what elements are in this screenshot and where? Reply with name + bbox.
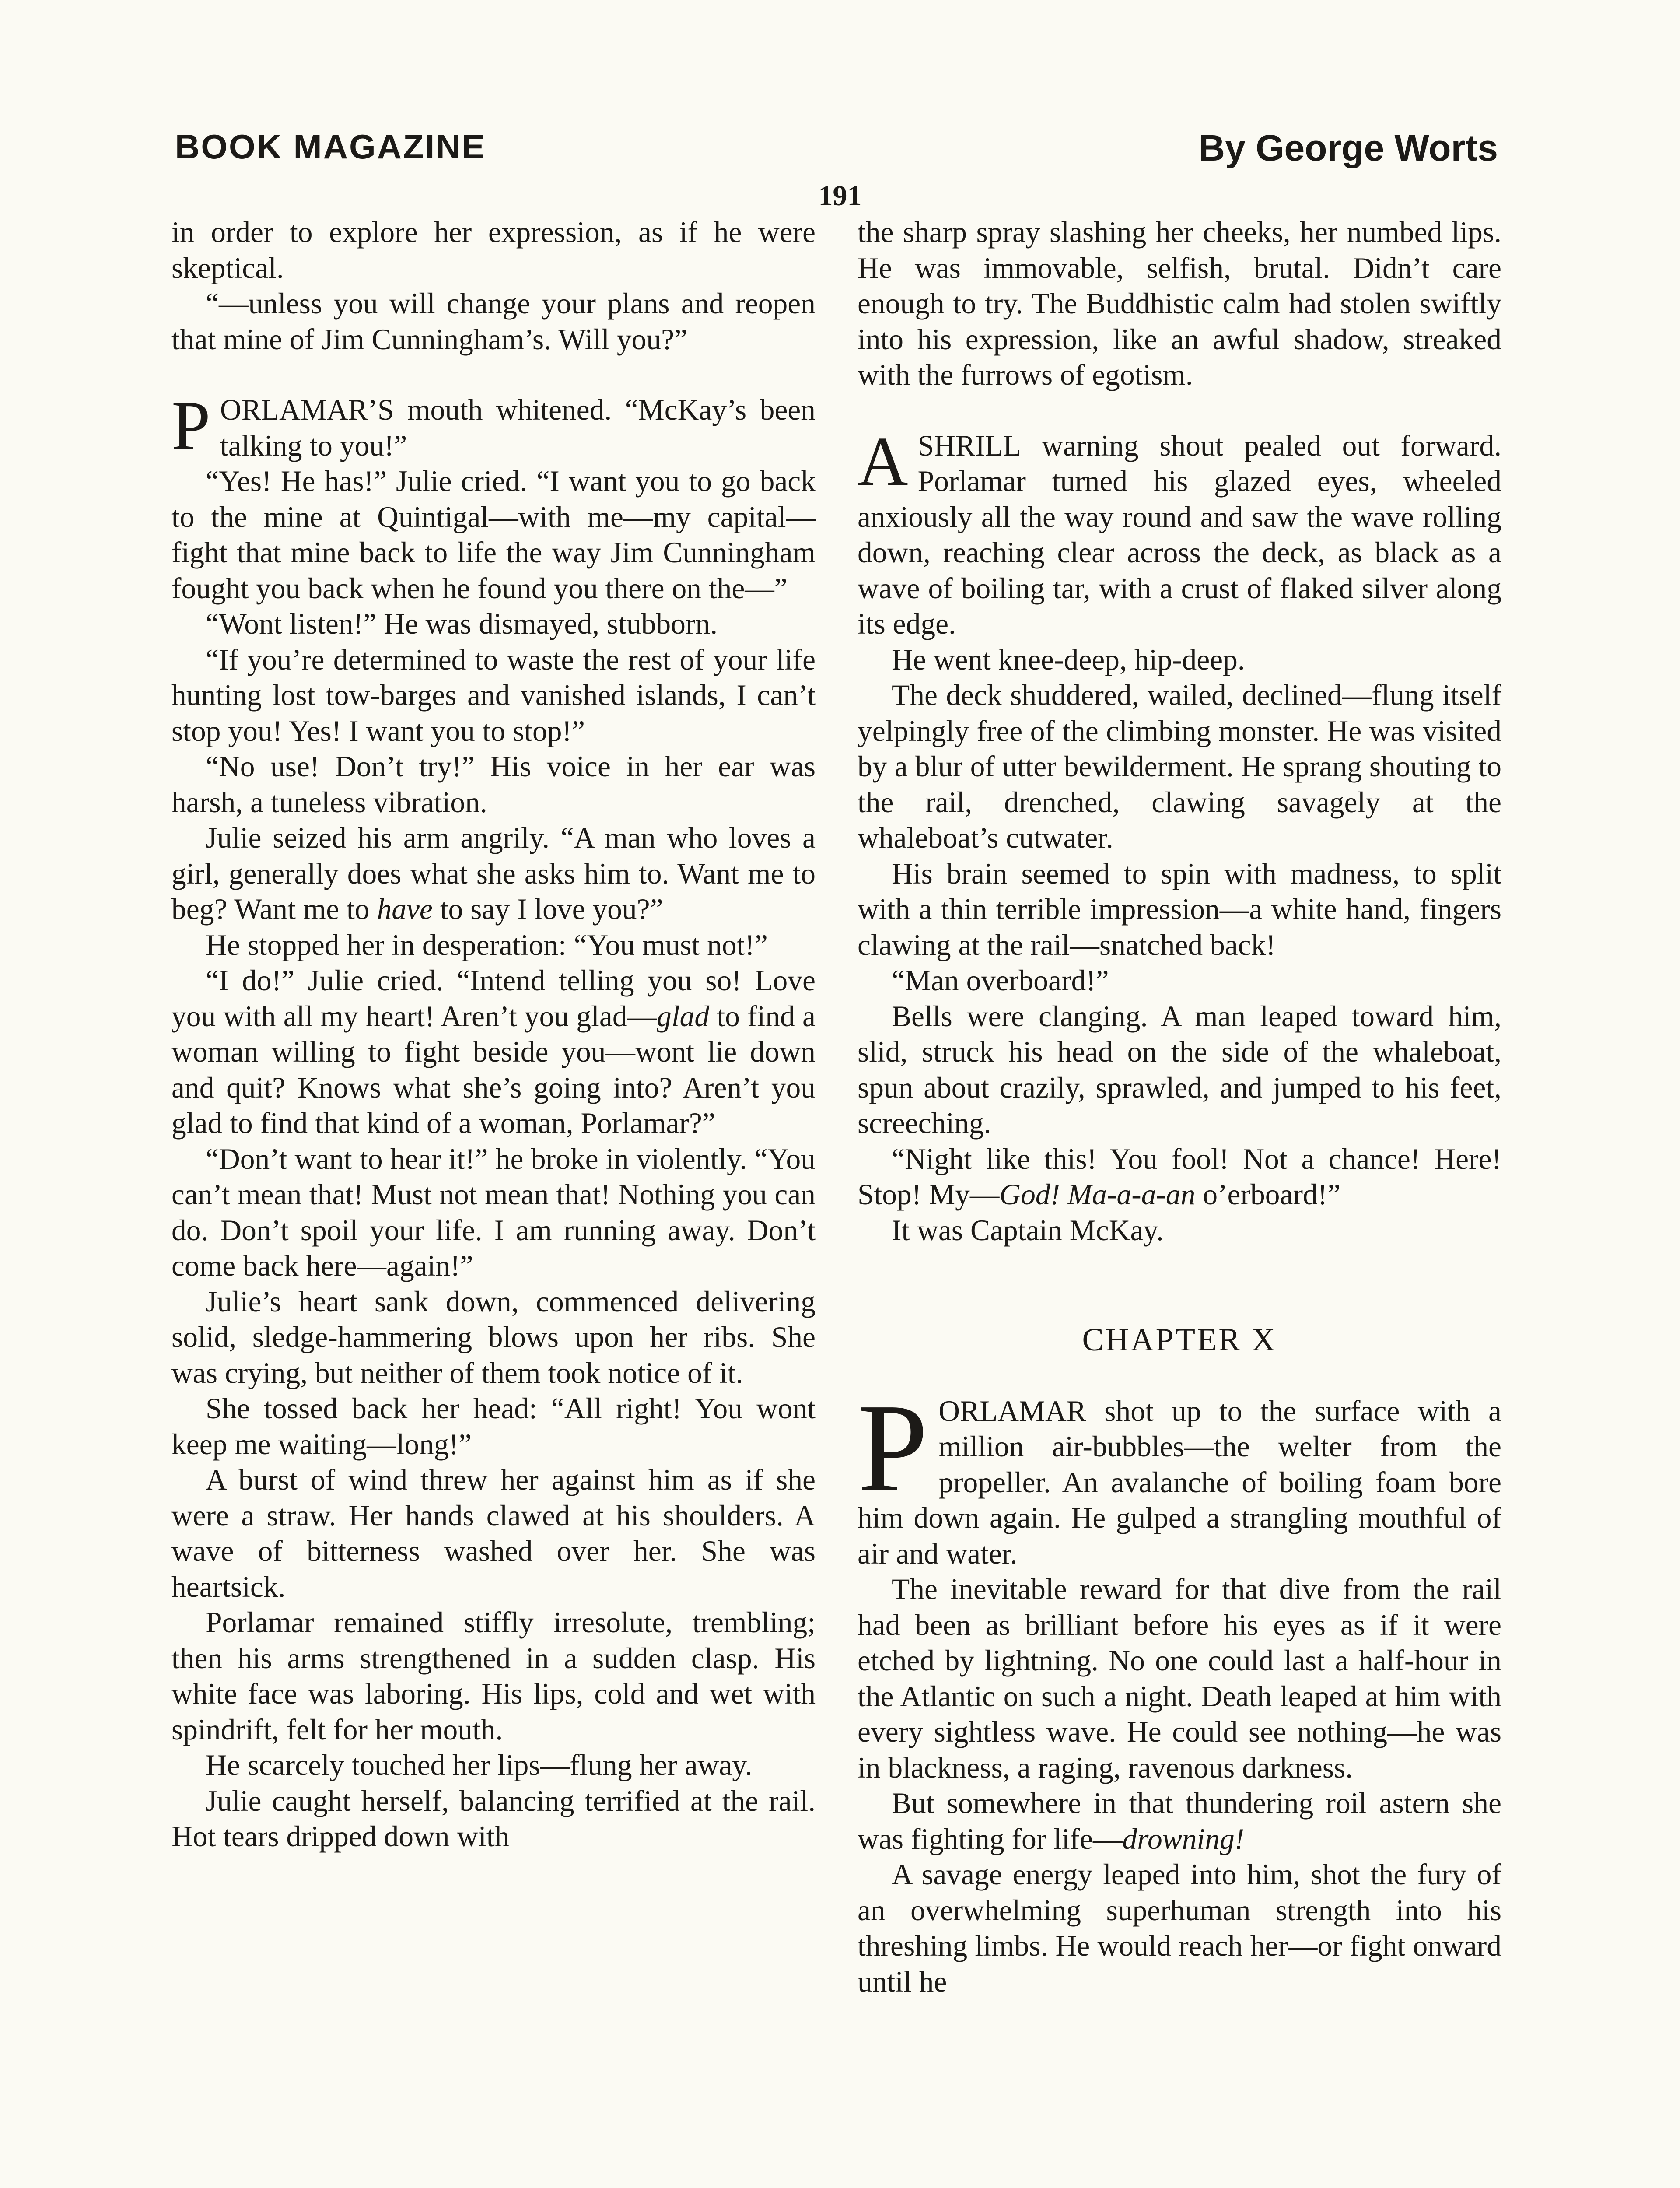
magazine-title: BOOK MAGAZINE xyxy=(175,127,486,166)
paragraph: “Man overboard!” xyxy=(892,964,1109,997)
page-number: 191 xyxy=(818,180,862,212)
paragraph: He scarcely touched her lips—flung her away. xyxy=(206,1749,752,1781)
paragraph: Julie caught herself, balancing terrified at the rail. Hot tears dripped down with xyxy=(172,1784,816,1853)
drop-cap: A xyxy=(858,422,908,500)
paragraph: Porlamar remained stiffly irresolute, trembling; then his arms strengthened in a sudden clasp. His white face was laboring. His lips, cold and wet with spindrift, felt for her mouth. xyxy=(172,1606,816,1746)
paragraph-text: “Night like this! You fool! Not a chance! Here! Stop! My— xyxy=(858,1142,1502,1211)
paragraph-text: mouth whitened. “McKay’s been talking to you!” xyxy=(220,393,816,462)
paragraph: The deck shuddered, wailed, declined—flung itself yelpingly free of the climbing monster. He was visited by a blur of utter bewilderment. He sprang shouting to the rail, drenched, clawing savagely at the whaleboat’s cutwater. xyxy=(858,679,1502,854)
paragraph: A burst of wind threw her against him as if she were a straw. Her hands clawed at his shoulders. A wave of bitterness washed over her. She was heartsick. xyxy=(172,1463,816,1603)
paragraph xyxy=(858,1785,1502,1857)
paragraph: “Wont listen!” He was dismayed, stubborn. xyxy=(206,607,718,640)
paragraph-text: o’erboard!” xyxy=(1195,1178,1341,1211)
paragraph-text: Julie seized his arm angrily. “A man who loves a girl, generally does what she asks him to. Want me to beg? Want me to xyxy=(172,821,816,926)
lead-word: ORLAMAR xyxy=(938,1394,1086,1427)
emphasis: God! Ma-a-a-an xyxy=(999,1178,1196,1211)
paragraph: A savage energy leaped into him, shot the fury of an overwhelming superhuman strength into his threshing limbs. He would reach her—or fight onward until he xyxy=(858,1858,1502,1998)
emphasis: have xyxy=(377,893,433,926)
paragraph-text: to say I love you?” xyxy=(432,893,663,926)
paragraph: He stopped her in desperation: “You must not!” xyxy=(206,928,768,961)
paragraph: “Don’t want to hear it!” he broke in violently. “You can’t mean that! Must not mean that! Nothing you can do. Don’t spoil your life. I am running away. Don’t come back here—again!” xyxy=(172,1142,816,1282)
paragraph: It was Captain McKay. xyxy=(892,1213,1164,1247)
chapter-lead-paragraph xyxy=(858,1377,1502,1572)
chapter-heading: CHAPTER X xyxy=(1082,1322,1277,1358)
left-column xyxy=(172,214,816,1855)
paragraph xyxy=(858,1141,1502,1213)
right-column xyxy=(858,214,1502,1999)
paragraph: the sharp spray slashing her cheeks, her numbed lips. He was immovable, selfish, brutal. Didn’t care enough to try. The Buddhistic calm had stolen swiftly into his expression, like an awful shadow, streaked with the furrows of egotism. xyxy=(858,216,1502,391)
paragraph: She tossed back her head: “All right! You wont keep me waiting—long!” xyxy=(172,1392,816,1461)
lead-word: SHRILL xyxy=(917,429,1021,462)
emphasis: glad xyxy=(657,999,710,1033)
lead-word: ORLAMAR’S xyxy=(220,393,394,426)
paragraph: His brain seemed to spin with madness, to split with a thin terrible impression—a white hand, fingers clawing at the rail—snatched back! xyxy=(858,857,1502,961)
paragraph: Julie’s heart sank down, commenced delivering solid, sledge-hammering blows upon her ribs. She was crying, but neither of them took notice of it. xyxy=(172,1285,816,1389)
paragraph: Bells were clanging. A man leaped toward him, slid, struck his head on the side of the whaleboat, spun about crazily, sprawled, and jumped to his feet, screeching. xyxy=(858,999,1502,1140)
paragraph: “No use! Don’t try!” His voice in her ear was harsh, a tuneless vibration. xyxy=(172,750,816,819)
author-byline: By George Worts xyxy=(1198,127,1498,168)
paragraph: in order to explore her expression, as if he were skeptical. xyxy=(172,216,816,284)
paragraph-text: But somewhere in that thundering roil astern she was fighting for life— xyxy=(858,1787,1502,1855)
paragraph: He went knee-deep, hip-deep. xyxy=(892,643,1245,676)
paragraph-text: shot up to the surface with a million air-bubbles—the welter from the propeller. An avalanche of boiling foam bore him down again. He gulped a strangling mouthful of air and water. xyxy=(858,1394,1502,1570)
section-lead-paragraph xyxy=(858,422,1502,642)
emphasis: drowning! xyxy=(1122,1822,1245,1855)
paragraph: “—unless you will change your plans and reopen that mine of Jim Cunningham’s. Will you?” xyxy=(172,287,816,356)
paragraph xyxy=(172,820,816,927)
paragraph xyxy=(172,963,816,1141)
paragraph: “Yes! He has!” Julie cried. “I want you to go back to the mine at Quintigal—with me—my capital—fight that mine back to life the way Jim Cunningham fought you back when he found you there on the—” xyxy=(172,465,816,605)
paragraph-text: “I do!” Julie cried. “Intend telling you so! Love you with all my heart! Aren’t you glad— xyxy=(172,964,816,1033)
section-lead-paragraph xyxy=(172,386,816,464)
drop-cap: P xyxy=(172,386,210,464)
drop-cap: P xyxy=(858,1377,928,1518)
paragraph-text: to find a woman willing to fight beside you—wont lie down and quit? Knows what she’s going into? Aren’t you glad to find that kind of a woman, Porlamar?” xyxy=(172,999,816,1140)
paragraph-text: warning shout pealed out forward. Porlamar turned his glazed eyes, wheeled anxiously all the way round and saw the wave rolling down, reaching clear across the deck, as black as a wave of boiling tar, with a crust of flaked silver along its edge. xyxy=(858,429,1502,640)
paragraph: “If you’re determined to waste the rest of your life hunting lost tow-barges and vanished islands, I can’t stop you! Yes! I want you to stop!” xyxy=(172,643,816,747)
paragraph: The inevitable reward for that dive from the rail had been as brilliant before his eyes as if it were etched by lightning. No one could last a half-hour in the Atlantic on such a night. Death leaped at him with every sightless wave. He could see nothing—he was in blackness, a raging, ravenous darkness. xyxy=(858,1573,1502,1784)
